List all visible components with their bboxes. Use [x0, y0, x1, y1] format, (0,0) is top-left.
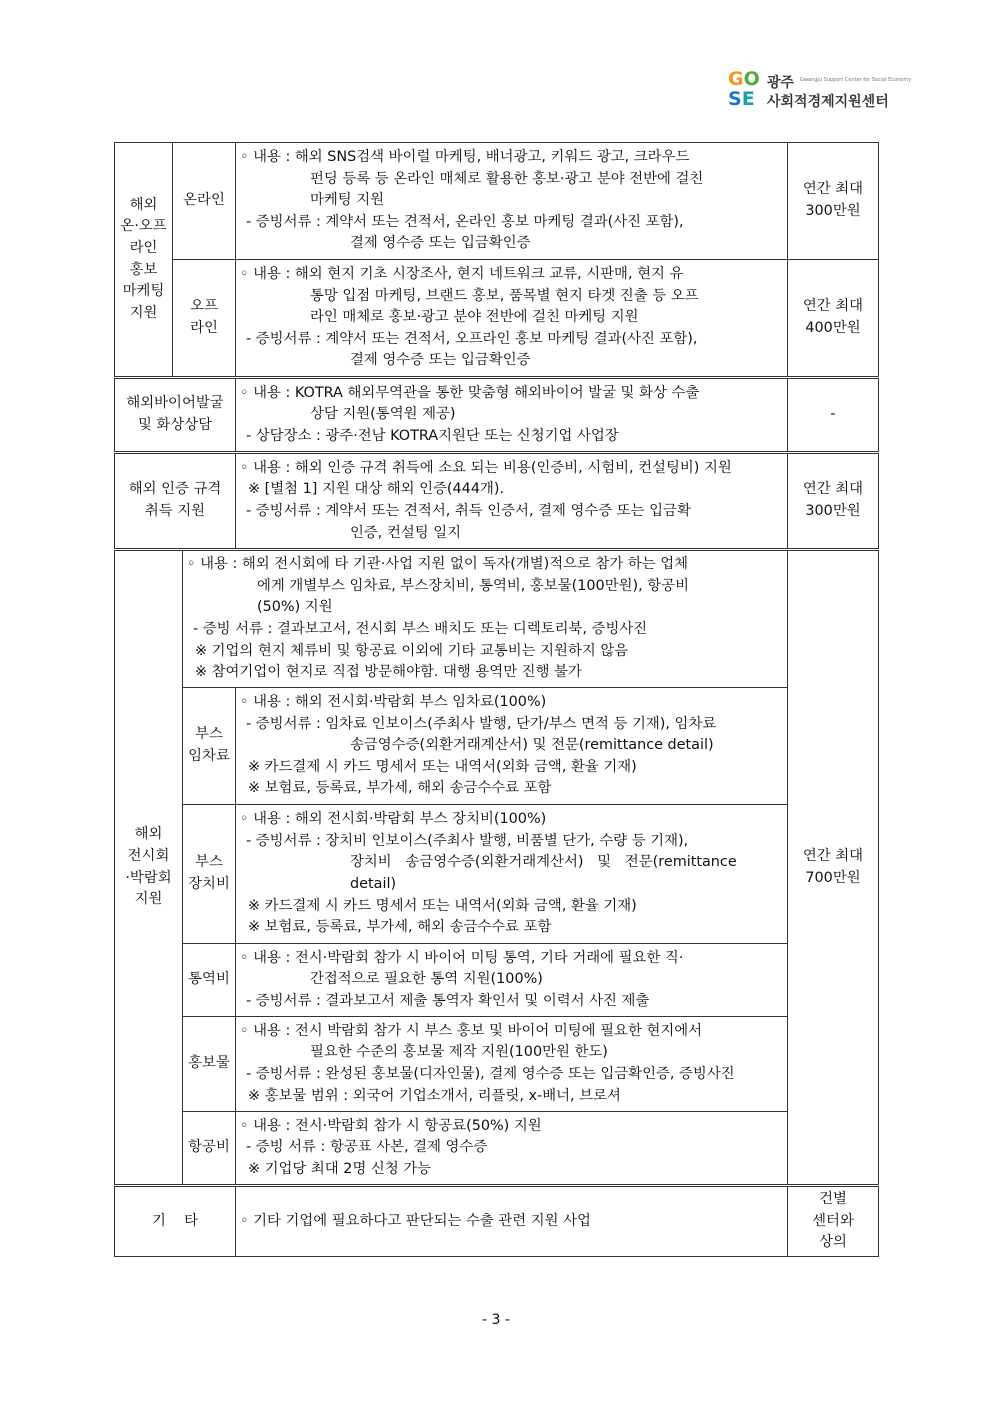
offline-amount: 연간 최대 400만원: [788, 260, 879, 378]
airfare-content: ◦ 내용 : 전시·박람회 참가 시 항공료(50%) 지원 - 증빙 서류 : 항공표 사본, 결제 영수증 ※ 기업당 최대 2명 신청 가능: [236, 1112, 788, 1186]
category-etc: 기 타: [115, 1186, 236, 1257]
support-program-table: [114, 142, 879, 1257]
cert-content: ◦ 내용 : 해외 인증 규격 취득에 소요 되는 비용(인증비, 시험비, 컨설팅비) 지원 ※ [별첨 1] 지원 대상 해외 인증(444개). - 증빙서류 : 계약서 또는 견적서, 취득 인증서, 결제 영수증 또는 입금확 인증, 컨설팅 일지: [236, 453, 788, 550]
etc-content: ◦ 기타 기업에 필요하다고 판단되는 수출 관련 지원 사업: [236, 1186, 788, 1257]
exhibition-amount: 연간 최대 700만원: [788, 550, 879, 1186]
exhibition-intro: ◦ 내용 : 해외 전시회에 타 기관·사업 지원 없이 독자(개별)적으로 참가 하는 업체 에게 개별부스 임차료, 부스장치비, 통역비, 홍보물(100만원), 항공비 (50%) 지원 - 증빙 서류 : 결과보고서, 전시회 부스 배치도 또는 디렉토리북, 증빙사진 ※ 기업의 현지 체류비 및 항공료 이외에 기타 교통비는 지원하지 않음 ※ 참여기업이 현지로 직접 방문해야함. 대행 용역만 진행 불가: [183, 550, 788, 688]
table-row: [115, 1186, 879, 1257]
subcategory-online: 온라인: [173, 143, 236, 260]
promo-content: ◦ 내용 : 전시 박람회 참가 시 부스 홍보 및 바이어 미팅에 필요한 현지에서 필요한 수준의 홍보물 제작 지원(100만원 한도) - 증빙서류 : 완성된 홍보물(디자인물), 결제 영수증 또는 입금확인증, 증빙사진 ※ 홍보물 범위 : 외국어 기업소개서, 리플릿, x-배너, 브로셔: [236, 1017, 788, 1112]
booth-setup-content: ◦ 내용 : 해외 전시회·박람회 부스 장치비(100%) - 증빙서류 : 장치비 인보이스(주최사 발행, 비품별 단가, 수량 등 기재), 장치비 송금영수증(외환거래계산서) 및 전문(remittance detail) ※ 카드결제 시 카드 명세서 또는 내역서(외화 금액, 환율 기재) ※ 보험료, 등록료, 부가세, 해외 송금수수료 포함: [236, 805, 788, 944]
logo-go-mark: GO: [728, 68, 760, 90]
subcategory-interpretation: 통역비: [183, 944, 236, 1017]
organization-logo: [728, 70, 928, 112]
table-row: [115, 260, 879, 378]
subcategory-promo: 홍보물: [183, 1017, 236, 1112]
buyer-content: ◦ 내용 : KOTRA 해외무역관을 통한 맞춤형 해외바이어 발굴 및 화상 수출 상담 지원(통역원 제공) - 상담장소 : 광주·전남 KOTRA지원단 또는 신청기업 사업장: [236, 378, 788, 453]
table-row: [115, 1017, 879, 1112]
online-content: ◦ 내용 : 해외 SNS검색 바이럴 마케팅, 배너광고, 키워드 광고, 크라우드 펀딩 등록 등 온라인 매체로 활용한 홍보·광고 분야 전반에 걸친 마케팅 지원 - 증빙서류 : 계약서 또는 견적서, 온라인 홍보 마케팅 결과(사진 포함), 결제 영수증 또는 입금확인증: [236, 143, 788, 260]
booth-rent-content: ◦ 내용 : 해외 전시회·박람회 부스 임차료(100%) - 증빙서류 : 임차료 인보이스(주최사 발행, 단가/부스 면적 등 기재), 임차료 송금영수증(외환거래계산서) 및 전문(remittance detail) ※ 카드결제 시 카드 명세서 또는 내역서(외화 금액, 환율 기재) ※ 보험료, 등록료, 부가세, 해외 송금수수료 포함: [236, 688, 788, 805]
cert-amount: 연간 최대 300만원: [788, 453, 879, 550]
buyer-amount: -: [788, 378, 879, 453]
logo-org-name: 사회적경제지원센터: [767, 94, 889, 110]
category-certification: 해외 인증 규격 취득 지원: [115, 453, 236, 550]
subcategory-booth-setup: 부스 장치비: [183, 805, 236, 944]
table-row: [115, 944, 879, 1017]
etc-amount: 건별 센터와 상의: [788, 1186, 879, 1257]
logo-city: 광주: [767, 75, 795, 91]
table-row: [115, 378, 879, 453]
table-row: [115, 1112, 879, 1186]
subcategory-booth-rent: 부스 임차료: [183, 688, 236, 805]
logo-tagline: Gwangju Support Center for Social Economy: [800, 77, 912, 83]
interpretation-content: ◦ 내용 : 전시·박람회 참가 시 바이어 미팅 통역, 기타 거래에 필요한 직· 간접적으로 필요한 통역 지원(100%) - 증빙서류 : 결과보고서 제출 통역자 확인서 및 이력서 사진 제출: [236, 944, 788, 1017]
category-overseas-marketing: 해외 온·오프 라인 홍보 마케팅 지원: [115, 143, 173, 378]
category-buyer-discovery: 해외바이어발굴 및 화상상담: [115, 378, 236, 453]
table-row: [115, 688, 879, 805]
page-number: - 3 -: [482, 1312, 510, 1328]
online-amount: 연간 최대 300만원: [788, 143, 879, 260]
category-exhibition: 해외 전시회 ·박람회 지원: [115, 550, 183, 1186]
table-row: [115, 550, 879, 688]
table-row: [115, 805, 879, 944]
table-row: [115, 453, 879, 550]
subcategory-airfare: 항공비: [183, 1112, 236, 1186]
logo-se-mark: SE: [728, 88, 755, 110]
subcategory-offline: 오프 라인: [173, 260, 236, 378]
table-row: [115, 143, 879, 260]
offline-content: ◦ 내용 : 해외 현지 기초 시장조사, 현지 네트워크 교류, 시판매, 현지 유 통망 입점 마케팅, 브랜드 홍보, 품목별 현지 타겟 진출 등 오프 라인 매체로 홍보·광고 분야 전반에 걸친 마케팅 지원 - 증빙서류 : 계약서 또는 견적서, 오프라인 홍보 마케팅 결과(사진 포함), 결제 영수증 또는 입금확인증: [236, 260, 788, 378]
